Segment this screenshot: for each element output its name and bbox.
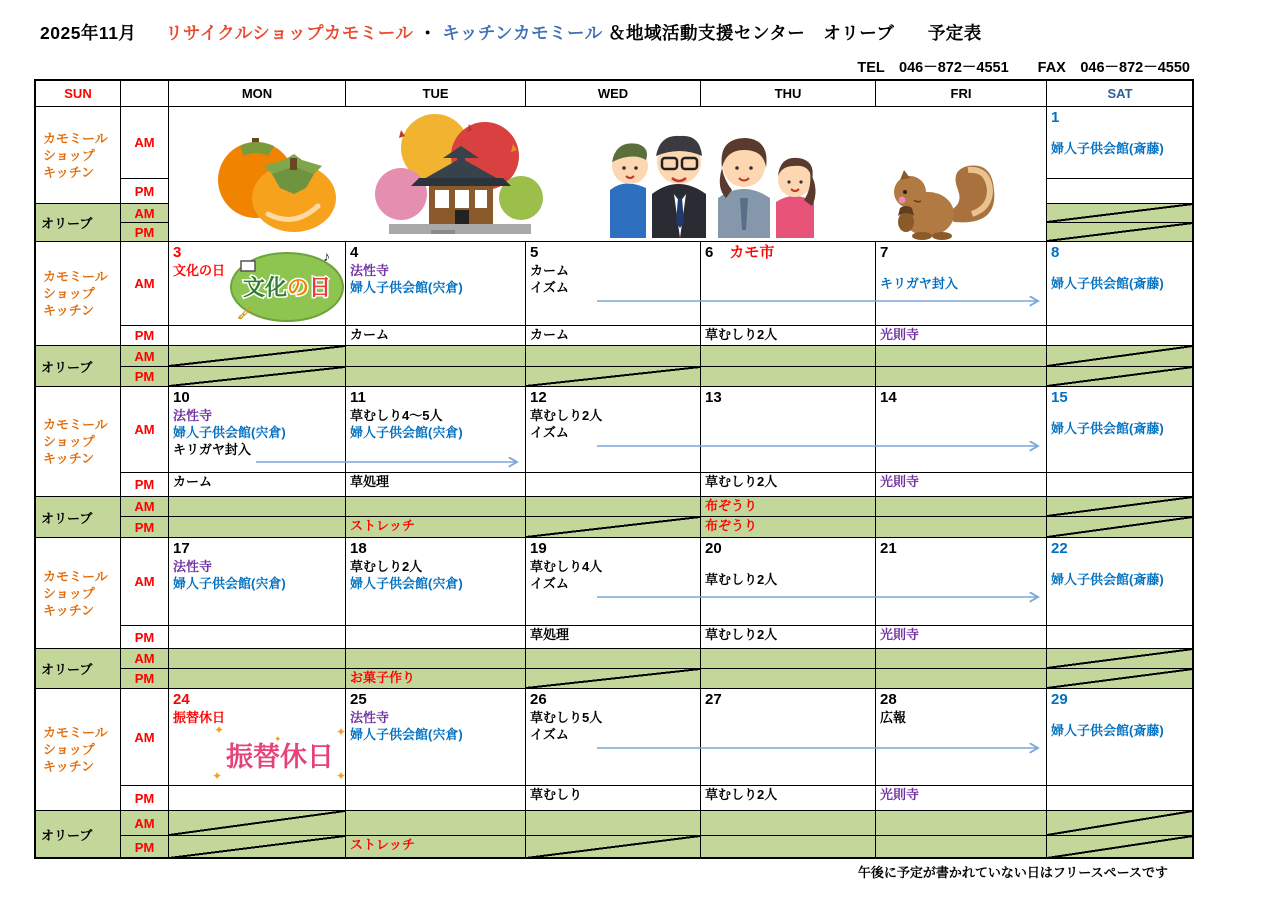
cell-week5-thu-olive-am: [700, 810, 875, 835]
cell-week5-fri-olive-pm: [875, 835, 1046, 858]
cell-week2-wed-olive-am: [525, 345, 700, 366]
event-text: 婦人子供会館(斎藤): [1051, 572, 1164, 587]
event-text: 法性寺: [173, 408, 213, 423]
row-label-kamomile: [35, 688, 120, 810]
olive-pm-label: PM: [120, 835, 168, 858]
cell-week2-fri-am: [875, 241, 1046, 325]
row-label-line: ショップ: [43, 147, 95, 163]
cell-week4-tue-olive-am: [345, 648, 525, 668]
cell-week3-tue-am: [345, 386, 525, 472]
bunka-no-hi-stamp: [227, 245, 347, 325]
event-text: 婦人子供会館(宍倉): [350, 425, 463, 440]
event-text: 婦人子供会館(宍倉): [350, 727, 463, 742]
cell-week2-thu-olive-am: [700, 345, 875, 366]
cell-week5-mon-olive-am: [168, 810, 345, 835]
olive-am-label: AM: [120, 203, 168, 222]
svg-text:♪: ♪: [323, 248, 330, 264]
cell-week4-thu-am: [700, 537, 875, 625]
cell-week2-wed-olive-pm: [525, 366, 700, 386]
cell-week5-wed-olive-am: [525, 810, 700, 835]
row-label-kamomile: [35, 106, 120, 203]
cell-week4-thu-olive-pm: [700, 668, 875, 688]
cell-week2-tue-pm: [345, 325, 525, 345]
am-label: AM: [120, 386, 168, 472]
cell-week3-sat-olive-am: [1046, 496, 1193, 516]
event-text: 法性寺: [350, 710, 390, 725]
event-text: 振替休日: [173, 710, 226, 725]
event-text: 草むしり2人: [705, 474, 778, 489]
olive-am-label: AM: [120, 810, 168, 835]
date-note: カモ市: [729, 244, 775, 261]
cell-week4-mon-olive-pm: [168, 668, 345, 688]
olive-pm-label: PM: [120, 222, 168, 241]
contact-info: TEL 046－872－4551 FAX 046－872－4550: [857, 60, 1190, 76]
table-border-bottom: [35, 857, 1194, 859]
olive-am-label: AM: [120, 345, 168, 366]
row-label-line: キッチン: [43, 451, 95, 466]
cell-week4-fri-am: [875, 537, 1046, 625]
cell-week4-tue-am: [345, 537, 525, 625]
date-label: 7: [880, 244, 889, 261]
date-label: 14: [880, 389, 897, 406]
cell-week5-fri-pm: [875, 785, 1046, 810]
date-label: 10: [173, 389, 190, 406]
svg-text:✦: ✦: [274, 734, 282, 744]
date-label: 22: [1051, 540, 1068, 557]
event-text: 婦人子供会館(斎藤): [1051, 421, 1164, 436]
title-separator: ・: [418, 23, 437, 43]
svg-text:🖌: 🖌: [237, 306, 253, 320]
cell-week3-mon-pm: [168, 472, 345, 496]
svg-text:✦: ✦: [214, 723, 225, 737]
event-text: 光則寺: [880, 787, 920, 802]
date-label: 20: [705, 540, 722, 557]
cell-week3-mon-olive-am: [168, 496, 345, 516]
am-label: AM: [120, 537, 168, 625]
cell-week4-fri-olive-am: [875, 648, 1046, 668]
cell-week2-tue-am: [345, 241, 525, 325]
cell-week1-sat-olive-am: [1046, 203, 1193, 222]
cell-week4-mon-am: [168, 537, 345, 625]
event-text: 婦人子供会館(斎藤): [1051, 276, 1164, 291]
row-label-line: カモミール: [43, 269, 108, 284]
pm-label: PM: [120, 785, 168, 810]
date-label: 21: [880, 540, 897, 557]
title-suffix: 予定表: [927, 23, 982, 43]
cell-week5-thu-olive-pm: [700, 835, 875, 858]
date-label: 19: [530, 540, 547, 557]
date-label: 4: [350, 244, 359, 261]
footer-note: 午後に予定が書かれていない日はフリースペースです: [857, 865, 1168, 880]
page-title: [40, 20, 982, 45]
pm-label: PM: [120, 325, 168, 345]
cell-week5-fri-olive-am: [875, 810, 1046, 835]
cell-week5-wed-am: [525, 688, 700, 785]
row-label-line: カモミール: [43, 417, 108, 432]
cell-week3-thu-am: [700, 386, 875, 472]
row-label-olive: オリーブ: [35, 496, 120, 537]
event-text: 光則寺: [880, 327, 920, 342]
cell-week4-sat-olive-am: [1046, 648, 1193, 668]
day-header-TUE: TUE: [345, 80, 525, 106]
cell-week2-mon-pm: [168, 325, 345, 345]
event-text: 婦人子供会館(斎藤): [1051, 141, 1164, 156]
cell-week4-wed-olive-pm: [525, 668, 700, 688]
cell-week4-sat-olive-pm: [1046, 668, 1193, 688]
row-label-olive: オリーブ: [35, 203, 120, 241]
am-label: AM: [120, 241, 168, 325]
cell-week2-fri-olive-am: [875, 345, 1046, 366]
event-text: 光則寺: [880, 474, 920, 489]
cell-week2-sat-am: [1046, 241, 1193, 325]
cell-week2-thu-olive-pm: [700, 366, 875, 386]
date-label: 26: [530, 691, 547, 708]
event-text: キリガヤ封入: [880, 276, 958, 291]
date-label: 6 カモ市: [705, 244, 775, 261]
event-text: 草処理: [530, 627, 570, 642]
event-text: 婦人子供会館(宍倉): [173, 425, 286, 440]
row-label-olive: オリーブ: [35, 648, 120, 688]
cell-week1-sat-am: [1046, 106, 1193, 178]
date-label: 17: [173, 540, 190, 557]
cell-week4-wed-pm: [525, 625, 700, 648]
cell-week3-wed-pm: [525, 472, 700, 496]
event-text: カーム: [350, 327, 390, 342]
cell-week3-wed-am: [525, 386, 700, 472]
row-label-line: ショップ: [43, 434, 95, 449]
furikae-kyujitsu-stamp: [208, 720, 352, 784]
event-text: 広報: [880, 710, 907, 725]
event-text: 法性寺: [173, 559, 213, 574]
row-label-kamomile: [35, 537, 120, 648]
cell-week5-sat-olive-am: [1046, 810, 1193, 835]
row-label-line: ショップ: [43, 742, 95, 757]
olive-pm-label: PM: [120, 668, 168, 688]
row-label-line: ショップ: [43, 286, 95, 301]
event-text: イズム: [530, 727, 569, 742]
event-text: 草処理: [350, 474, 390, 489]
date-label: 24: [173, 691, 190, 708]
event-text: ストレッチ: [350, 518, 415, 533]
event-text: 婦人子供会館(宍倉): [350, 576, 463, 591]
event-text: 婦人子供会館(宍倉): [350, 280, 463, 295]
cell-week5-thu-am: [700, 688, 875, 785]
event-text: 草むしり2人: [705, 627, 778, 642]
cell-week2-wed-pm: [525, 325, 700, 345]
row-label-olive: オリーブ: [35, 810, 120, 858]
cell-week4-tue-olive-pm: [345, 668, 525, 688]
date-label: 5: [530, 244, 539, 261]
event-text: 草むしり4～5人: [350, 408, 443, 423]
cell-week5-sat-olive-pm: [1046, 835, 1193, 858]
date-label: 12: [530, 389, 547, 406]
cell-week2-fri-olive-pm: [875, 366, 1046, 386]
cell-week4-wed-olive-am: [525, 648, 700, 668]
event-text: 草むしり2人: [705, 327, 778, 342]
date-label: 29: [1051, 691, 1068, 708]
day-header-WED: WED: [525, 80, 700, 106]
cell-week4-wed-am: [525, 537, 700, 625]
row-label-line: キッチン: [43, 164, 95, 180]
date-label: 18: [350, 540, 367, 557]
title-kitchen-name: キッチンカモミール: [442, 23, 603, 43]
cell-week3-tue-olive-pm: [345, 516, 525, 537]
cell-week4-thu-pm: [700, 625, 875, 648]
event-text: 布ぞうり: [705, 518, 758, 533]
row-label-line: カモミール: [43, 568, 108, 584]
cell-week2-thu-pm: [700, 325, 875, 345]
cell-week5-mon-olive-pm: [168, 835, 345, 858]
cell-week2-tue-olive-am: [345, 345, 525, 366]
cell-week5-wed-pm: [525, 785, 700, 810]
event-text: キリガヤ封入: [173, 442, 251, 457]
date-label: 25: [350, 691, 367, 708]
event-text: イズム: [530, 280, 569, 295]
cell-week5-sat-pm: [1046, 785, 1193, 810]
day-header-THU: THU: [700, 80, 875, 106]
cell-week5-fri-am: [875, 688, 1046, 785]
row-label-line: キッチン: [43, 759, 95, 774]
cell-week4-fri-pm: [875, 625, 1046, 648]
squirrel-illustration: [876, 156, 1008, 240]
cell-week4-mon-pm: [168, 625, 345, 648]
cell-week2-wed-am: [525, 241, 700, 325]
cell-week5-sat-am: [1046, 688, 1193, 785]
shichigosan-family-illustration: [594, 110, 852, 240]
title-month: 2025年11月: [40, 23, 137, 43]
pm-label: PM: [120, 178, 168, 203]
cell-week2-sat-olive-pm: [1046, 366, 1193, 386]
cell-week3-fri-pm: [875, 472, 1046, 496]
title-org: ＆地域活動支援センター オリーブ: [608, 23, 895, 43]
event-text: 布ぞうり: [705, 498, 758, 513]
row-label-line: ショップ: [43, 585, 95, 601]
row-label-kamomile: [35, 241, 120, 345]
cell-week4-fri-olive-pm: [875, 668, 1046, 688]
cell-week5-tue-olive-am: [345, 810, 525, 835]
day-header-SUN: SUN: [35, 80, 120, 106]
cell-week3-fri-am: [875, 386, 1046, 472]
event-text: 草むしり4人: [530, 559, 603, 574]
olive-am-label: AM: [120, 496, 168, 516]
cell-week3-wed-olive-am: [525, 496, 700, 516]
date-label: 28: [880, 691, 897, 708]
cell-week2-mon-olive-pm: [168, 366, 345, 386]
cell-week4-sat-am: [1046, 537, 1193, 625]
svg-text:振替休日: 振替休日: [226, 742, 334, 772]
svg-text:✦: ✦: [336, 769, 347, 783]
event-text: 文化の日: [173, 263, 226, 278]
olive-pm-label: PM: [120, 516, 168, 537]
cell-week2-sat-pm: [1046, 325, 1193, 345]
am-label: AM: [120, 106, 168, 178]
date-label: 15: [1051, 389, 1068, 406]
cell-week4-tue-pm: [345, 625, 525, 648]
cell-week4-mon-olive-am: [168, 648, 345, 668]
olive-pm-label: PM: [120, 366, 168, 386]
svg-text:✦: ✦: [336, 725, 347, 739]
event-text: 草むしり5人: [530, 710, 603, 725]
table-border-top: [35, 79, 1194, 81]
event-text: カーム: [530, 327, 570, 342]
event-text: お菓子作り: [350, 670, 416, 685]
day-header-blank: [120, 80, 168, 106]
date-label: 1: [1051, 109, 1060, 126]
day-header-SAT: SAT: [1046, 80, 1193, 106]
svg-text:文化の日: 文化の日: [242, 275, 332, 300]
cell-week1-sat-pm: [1046, 178, 1193, 203]
cell-week2-sat-olive-am: [1046, 345, 1193, 366]
day-header-FRI: FRI: [875, 80, 1046, 106]
cell-week5-tue-olive-pm: [345, 835, 525, 858]
event-text: 草むしり2人: [705, 787, 778, 802]
cell-week1-sat-olive-pm: [1046, 222, 1193, 241]
event-text: 光則寺: [880, 627, 920, 642]
cell-week3-sat-pm: [1046, 472, 1193, 496]
cell-week3-sat-am: [1046, 386, 1193, 472]
cell-week2-fri-pm: [875, 325, 1046, 345]
cell-week5-mon-pm: [168, 785, 345, 810]
olive-am-label: AM: [120, 648, 168, 668]
cell-week2-tue-olive-pm: [345, 366, 525, 386]
event-text: 草むしり: [530, 787, 583, 802]
am-label: AM: [120, 688, 168, 785]
row-label-line: カモミール: [43, 725, 108, 740]
event-text: カーム: [530, 263, 570, 278]
date-label: 3: [173, 244, 182, 261]
title-shop-name: リサイクルショップカモミール: [165, 23, 414, 43]
cell-week3-tue-pm: [345, 472, 525, 496]
cell-week2-thu-am: [700, 241, 875, 325]
day-header-MON: MON: [168, 80, 345, 106]
cell-week3-tue-olive-am: [345, 496, 525, 516]
cell-week4-thu-olive-am: [700, 648, 875, 668]
cell-week3-mon-olive-pm: [168, 516, 345, 537]
row-label-line: キッチン: [43, 303, 95, 318]
pm-label: PM: [120, 625, 168, 648]
event-text: 婦人子供会館(宍倉): [173, 576, 286, 591]
cell-week3-mon-am: [168, 386, 345, 472]
date-label: 11: [350, 389, 366, 406]
cell-week5-wed-olive-pm: [525, 835, 700, 858]
cell-week3-fri-olive-pm: [875, 516, 1046, 537]
cell-week5-tue-am: [345, 688, 525, 785]
cell-week3-fri-olive-am: [875, 496, 1046, 516]
row-label-line: カモミール: [43, 130, 108, 146]
persimmon-illustration: [210, 136, 342, 234]
cell-week3-thu-olive-pm: [700, 516, 875, 537]
event-text: 草むしり2人: [350, 559, 423, 574]
table-border-right: [1192, 79, 1194, 859]
svg-text:✦: ✦: [212, 769, 223, 783]
date-label: 8: [1051, 244, 1060, 261]
pm-label: PM: [120, 472, 168, 496]
cell-week5-tue-pm: [345, 785, 525, 810]
cell-week4-sat-pm: [1046, 625, 1193, 648]
cell-week3-wed-olive-pm: [525, 516, 700, 537]
event-text: 法性寺: [350, 263, 390, 278]
event-text: 草むしり2人: [705, 572, 778, 587]
cell-week5-thu-pm: [700, 785, 875, 810]
date-label: 27: [705, 691, 722, 708]
event-text: カーム: [173, 474, 213, 489]
event-text: ストレッチ: [350, 837, 415, 852]
row-label-kamomile: [35, 386, 120, 496]
event-text: 草むしり2人: [530, 408, 603, 423]
row-label-olive: オリーブ: [35, 345, 120, 386]
event-text: 婦人子供会館(斎藤): [1051, 723, 1164, 738]
cell-week2-mon-olive-am: [168, 345, 345, 366]
event-text: イズム: [530, 576, 569, 591]
cell-week3-thu-pm: [700, 472, 875, 496]
cell-week3-thu-olive-am: [700, 496, 875, 516]
row-label-line: キッチン: [43, 602, 95, 618]
table-border-left: [34, 79, 36, 859]
autumn-temple-illustration: [373, 110, 545, 238]
date-label: 13: [705, 389, 722, 406]
event-text: イズム: [530, 425, 569, 440]
cell-week3-sat-olive-pm: [1046, 516, 1193, 537]
